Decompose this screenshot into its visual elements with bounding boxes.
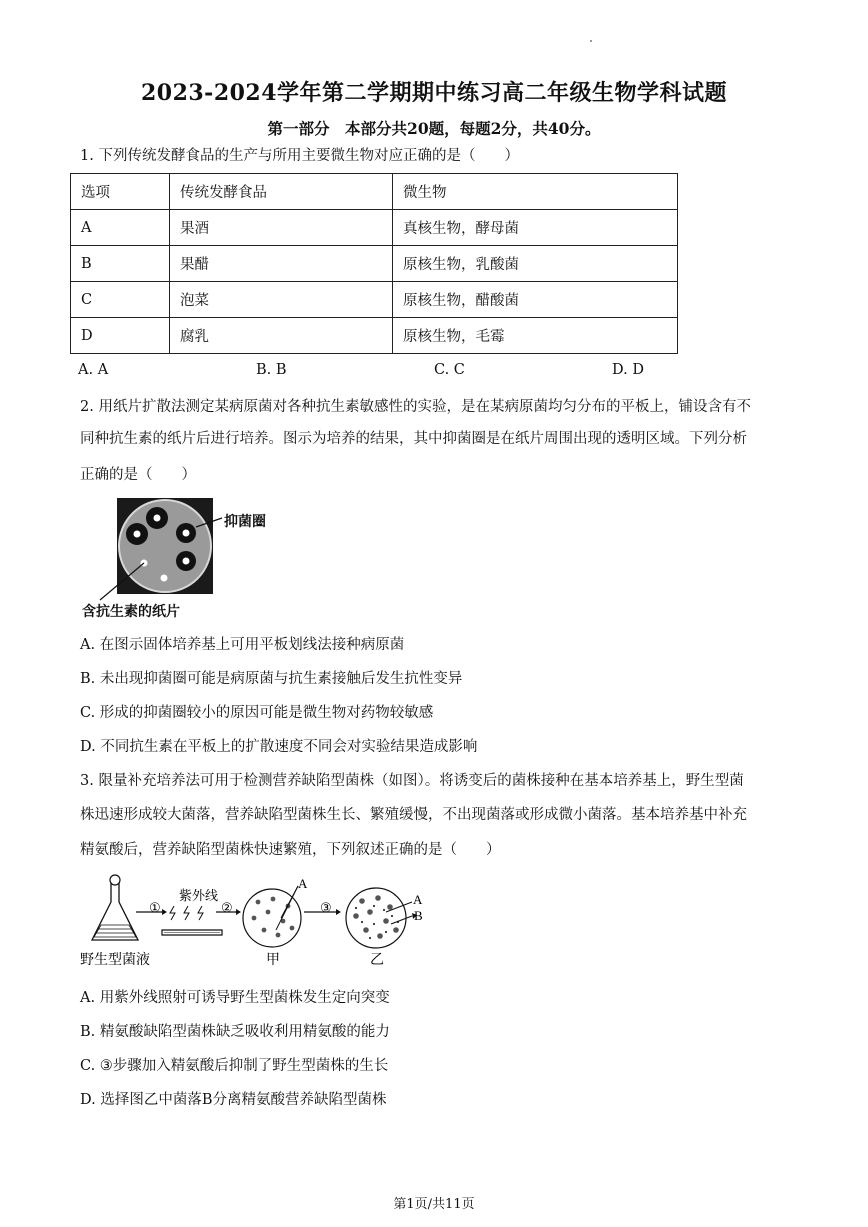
- q1-option-d: D. D: [612, 362, 644, 378]
- table-cell: 果醋: [170, 246, 393, 282]
- antibiotic-disc: [183, 530, 190, 537]
- table-cell: 果酒: [170, 210, 393, 246]
- table-cell: 原核生物，醋酸菌: [393, 282, 678, 318]
- q2-stem-line: 2. 用纸片扩散法测定某病原菌对各种抗生素敏感性的实验，是在某病原菌均匀分布的平板上，铺设含有不: [80, 399, 751, 415]
- q1-table: [70, 173, 678, 354]
- q2-stem-line: 正确的是（ ）: [80, 467, 196, 483]
- table-cell: 原核生物，乳酸菌: [393, 246, 678, 282]
- arrowhead: [336, 909, 341, 915]
- table-cell: 泡菜: [170, 282, 393, 318]
- antibiotic-disc: [161, 575, 168, 582]
- q2-option-c: C. 形成的抑菌圈较小的原因可能是微生物对药物较敏感: [80, 705, 434, 721]
- q1-option-b: B. B: [256, 362, 287, 378]
- label-antibiotic-disc: 含抗生素的纸片: [82, 604, 180, 620]
- table-cell: C: [71, 282, 170, 318]
- antibiotic-disc: [154, 515, 161, 522]
- antibiotic-disc: [134, 531, 141, 538]
- q1-stem: 1. 下列传统发酵食品的生产与所用主要微生物对应正确的是（ ）: [80, 148, 519, 164]
- table-header-cell: 微生物: [393, 174, 678, 210]
- corner-dot: [590, 40, 592, 42]
- step-3-marker: ③: [320, 900, 332, 915]
- q3-option-a: A. 用紫外线照射可诱导野生型菌株发生定向突变: [80, 990, 390, 1006]
- pointer-line: [391, 916, 412, 924]
- flask-icon: [92, 875, 138, 940]
- q3-option-b: B. 精氨酸缺陷型菌株缺乏吸收利用精氨酸的能力: [80, 1024, 390, 1040]
- label-inhibition-zone: 抑菌圈: [224, 514, 266, 530]
- q2-option-d: D. 不同抗生素在平板上的扩散速度不同会对实验结果造成影响: [80, 739, 478, 755]
- colonies-jia: [252, 897, 295, 938]
- arrowhead: [162, 909, 167, 915]
- q1-option-c: C. C: [434, 362, 465, 378]
- q1-option-a: A. A: [78, 362, 109, 378]
- uv-label: 紫外线: [179, 888, 219, 903]
- q3-option-c: C. ③步骤加入精氨酸后抑制了野生型菌株的生长: [80, 1058, 389, 1074]
- flask-label: 野生型菌液: [80, 953, 150, 968]
- q3-option-d: D. 选择图乙中菌落B分离精氨酸营养缺陷型菌株: [80, 1092, 387, 1108]
- step-1-marker: ①: [149, 900, 161, 915]
- table-cell: B: [71, 246, 170, 282]
- table-row: [71, 210, 678, 246]
- page-footer: 第1页/共11页: [393, 1197, 475, 1212]
- uv-lightning-icon: [170, 906, 203, 920]
- table-cell: A: [71, 210, 170, 246]
- table-row: [71, 246, 678, 282]
- q2-stem-line: 同种抗生素的纸片后进行培养。图示为培养的结果，其中抑菌圈是在纸片周围出现的透明区域。下列分析: [80, 431, 747, 447]
- table-header-row: [71, 174, 678, 210]
- table-header-cell: 传统发酵食品: [170, 174, 393, 210]
- table-row: [71, 282, 678, 318]
- table-header-cell: 选项: [71, 174, 170, 210]
- table-cell: D: [71, 318, 170, 354]
- q3-stem-line: 3. 限量补充培养法可用于检测营养缺陷型菌株（如图）。将诱变后的菌株接种在基本培养基上，野生型菌: [80, 773, 744, 789]
- q2-option-a: A. 在图示固体培养基上可用平板划线法接种病原菌: [80, 637, 405, 653]
- q3-stem-line: 株迅速形成较大菌落，营养缺陷型菌株生长、繁殖缓慢，不出现菌落或形成微小菌落。基本培养基中补充: [80, 807, 747, 823]
- arrowhead: [236, 909, 241, 915]
- antibiotic-disc: [183, 558, 190, 565]
- mutant-screening-figure: [78, 872, 438, 970]
- table-cell: 真核生物，酵母菌: [393, 210, 678, 246]
- colony-b-label: B: [414, 908, 423, 923]
- table-cell: 原核生物，毛霉: [393, 318, 678, 354]
- q3-stem-line: 精氨酸后，营养缺陷型菌株快速繁殖，下列叙述正确的是（ ）: [80, 842, 501, 858]
- q2-option-b: B. 未出现抑菌圈可能是病原菌与抗生素接触后发生抗性变异: [80, 671, 463, 687]
- colony-a-label: A: [413, 892, 423, 907]
- page-title: 2023-2024学年第二学期期中练习高二年级生物学科试题: [140, 80, 728, 106]
- section-heading: 第一部分 本部分共20题，每题2分，共40分。: [267, 119, 601, 138]
- step-2-marker: ②: [221, 900, 233, 915]
- plate-jia-label: 甲: [266, 953, 280, 968]
- table-row: [71, 318, 678, 354]
- colony-a-label: A: [298, 876, 308, 891]
- plate-yi-label: 乙: [370, 953, 384, 968]
- table-cell: 腐乳: [170, 318, 393, 354]
